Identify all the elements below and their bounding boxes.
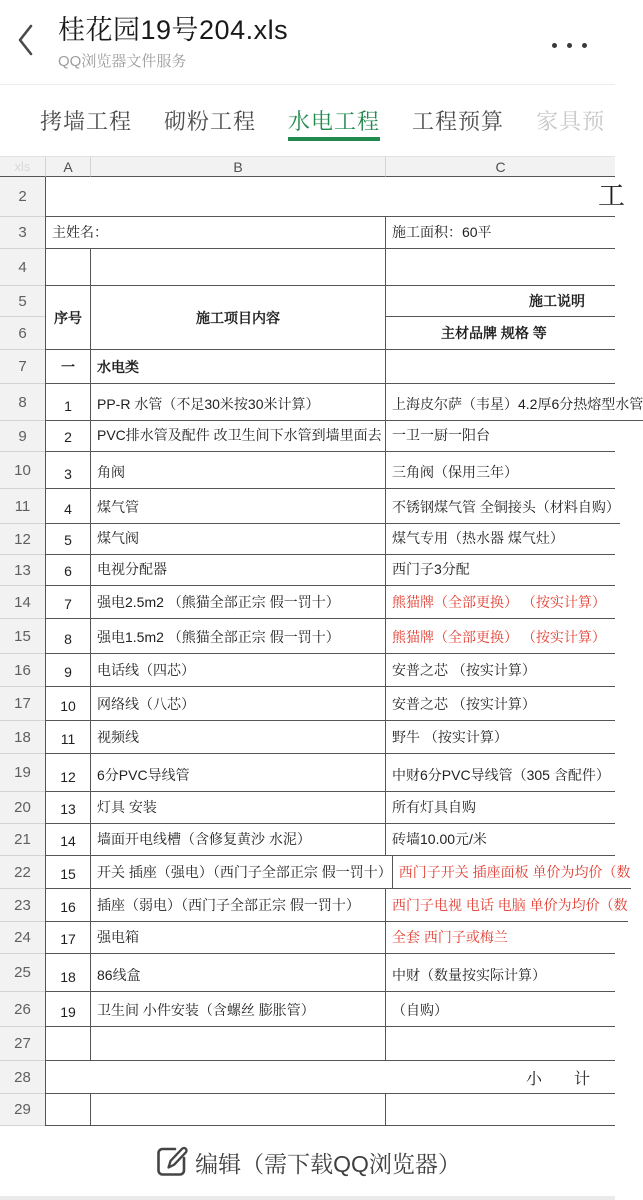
item-spec: 野牛 （按实计算） (385, 721, 615, 754)
item-spec: 煤气专用（热水器 煤气灶） (385, 524, 615, 555)
cell-b29 (90, 1094, 385, 1126)
item-no: 9 (45, 654, 90, 687)
service-subtitle: QQ浏览器文件服务 (58, 52, 187, 70)
item-spec: 熊猫牌（全部更换） （按实计算） (385, 586, 615, 619)
more-menu-button[interactable] (538, 29, 615, 56)
table-row (0, 524, 615, 555)
row-header-16: 16 (0, 654, 45, 687)
cell-brand-header: 主材品牌 规格 等 (385, 317, 615, 350)
item-no: 18 (45, 954, 90, 992)
item-spec: 西门子3分配 (385, 555, 615, 586)
row-header-22: 22 (0, 856, 45, 889)
tab-gongcheng-yusuan[interactable]: 工程预算 (412, 109, 505, 134)
item-no: 19 (45, 992, 90, 1027)
item-spec: 砖墙10.00元/米 (385, 824, 615, 856)
tab-qiangqiang-gongcheng[interactable]: 拷墙工程 (40, 109, 133, 134)
cell-section-index: 一 (45, 350, 90, 384)
row-header-5: 5 (0, 286, 45, 317)
item-content: 电视分配器 (90, 555, 385, 586)
table-row (0, 654, 615, 687)
table-row (0, 824, 615, 856)
table-row (0, 721, 615, 754)
item-no: 5 (45, 524, 90, 555)
table-row (0, 586, 615, 619)
document-title: 桂花园19号204.xls (58, 15, 289, 46)
item-content: 强电1.5m2 （熊猫全部正宗 假一罚十） (90, 619, 385, 654)
sheet-tab-bar (0, 85, 615, 156)
item-content: 开关 插座（强电）（西门子全部正宗 假一罚十） (90, 856, 392, 889)
corner-cell: xls (0, 157, 45, 177)
row-header-27: 27 (0, 1027, 45, 1061)
row-header-29: 29 (0, 1094, 45, 1126)
col-header-c: C (385, 157, 615, 177)
item-spec: 全套 西门子或梅兰 (385, 922, 615, 954)
item-no: 1 (45, 384, 90, 421)
item-spec: 安普之芯 （按实计算） (385, 687, 615, 721)
item-content: 卫生间 小件安装（含螺丝 膨胀管） (90, 992, 385, 1027)
item-no: 15 (45, 856, 90, 889)
table-row (0, 555, 615, 586)
cell-desc-header: 施工说明 (385, 286, 615, 317)
cell-c29 (385, 1094, 615, 1126)
item-spec: 所有灯具自购 (385, 792, 615, 824)
item-content: 6分PVC导线管 (90, 754, 385, 792)
clipped-title-text: 工 (598, 181, 625, 211)
table-row (0, 421, 615, 452)
row-header-24: 24 (0, 922, 45, 954)
item-no: 7 (45, 586, 90, 619)
table-row (0, 992, 615, 1027)
item-spec: 熊猫牌（全部更换） （按实计算） (385, 619, 615, 654)
item-content: 角阀 (90, 452, 385, 489)
item-content: 强电箱 (90, 922, 385, 954)
cell-seq-header: 序号 (45, 286, 90, 350)
sheet-row-7 (0, 350, 615, 384)
table-row (0, 754, 615, 792)
row-header-18: 18 (0, 721, 45, 754)
cell-c4 (385, 249, 615, 286)
row-header-17: 17 (0, 687, 45, 721)
item-no: 4 (45, 489, 90, 524)
sheet-row-4 (0, 249, 615, 286)
item-no: 11 (45, 721, 90, 754)
item-content: 煤气管 (90, 489, 385, 524)
row-header-21: 21 (0, 824, 45, 856)
cell-content-header: 施工项目内容 (90, 286, 385, 350)
item-spec: 安普之芯 （按实计算） (385, 654, 615, 687)
item-content: PVC排水管及配件 改卫生间下水管到墙里面去 (90, 421, 385, 452)
row-header-14: 14 (0, 586, 45, 619)
cell-b4 (90, 249, 385, 286)
cell-title-row (45, 177, 625, 217)
col-header-a: A (45, 157, 90, 177)
table-row (0, 384, 643, 421)
item-content: 灯具 安装 (90, 792, 385, 824)
row-header-28: 28 (0, 1061, 45, 1094)
item-no: 8 (45, 619, 90, 654)
row-header-20: 20 (0, 792, 45, 824)
row-header-2: 2 (0, 177, 45, 217)
item-no: 10 (45, 687, 90, 721)
sheet-row-29 (0, 1094, 615, 1126)
item-content: 墙面开电线槽（含修复黄沙 水泥） (90, 824, 385, 856)
item-spec: 三角阀（保用三年） (385, 452, 615, 489)
table-row (0, 489, 620, 524)
table-row (0, 954, 615, 992)
bottom-edge-divider (0, 1196, 615, 1200)
row-header-19: 19 (0, 754, 45, 792)
item-spec: 不锈钢煤气管 全铜接头（材料自购） (385, 489, 620, 524)
column-header-row (0, 156, 615, 177)
row-header-4: 4 (0, 249, 45, 286)
item-spec: 中财6分PVC导线管（305 含配件） (385, 754, 615, 792)
table-row (0, 922, 615, 954)
cell-a4 (45, 249, 90, 286)
title-block (52, 13, 538, 70)
item-no: 13 (45, 792, 90, 824)
row-header-3: 3 (0, 217, 45, 249)
sheet-row-27 (0, 1027, 615, 1061)
cells-c5-c6 (385, 286, 615, 350)
row-header-23: 23 (0, 889, 45, 922)
cell-subtotal: 小 计 (45, 1061, 615, 1094)
col-header-b: B (90, 157, 385, 177)
table-row (0, 889, 628, 922)
item-content: 煤气阀 (90, 524, 385, 555)
row-headers-5-6 (0, 286, 45, 350)
cell-a27 (45, 1027, 90, 1061)
row-header-11: 11 (0, 489, 45, 524)
row-header-25: 25 (0, 954, 45, 992)
cell-owner-name: 主姓名： (45, 217, 385, 249)
edit-button[interactable] (154, 1142, 461, 1183)
sheet-row-2 (0, 177, 625, 217)
footer-bar (0, 1126, 615, 1199)
cell-construction-area: 施工面积：60平 (385, 217, 615, 249)
cell-b27 (90, 1027, 385, 1061)
cell-a29 (45, 1094, 90, 1126)
sheet-row-28 (0, 1061, 615, 1094)
item-spec: 西门子开关 插座面板 单价为均价（数 (392, 856, 631, 889)
app-bar (0, 0, 615, 85)
item-spec: （自购） (385, 992, 615, 1027)
item-no: 3 (45, 452, 90, 489)
item-content: 视频线 (90, 721, 385, 754)
item-spec: 中财（数量按实际计算） (385, 954, 615, 992)
item-no: 17 (45, 922, 90, 954)
chevron-left-icon (16, 23, 36, 62)
item-no: 2 (45, 421, 90, 452)
table-row (0, 856, 631, 889)
row-header-9: 9 (0, 421, 45, 452)
item-spec: 一卫一厨一阳台 (385, 421, 615, 452)
table-row (0, 619, 615, 654)
row-header-6: 6 (0, 317, 45, 350)
table-row (0, 452, 615, 489)
spreadsheet-area[interactable] (0, 156, 643, 1126)
ellipsis-icon (552, 43, 557, 48)
cell-c27 (385, 1027, 615, 1061)
cell-section-name: 水电类 (90, 350, 385, 384)
edit-pencil-icon (154, 1142, 190, 1183)
item-no: 16 (45, 889, 90, 922)
row-header-7: 7 (0, 350, 45, 384)
item-no: 6 (45, 555, 90, 586)
edit-label: 编辑（需下载QQ浏览器） (195, 1151, 461, 1177)
item-spec: 西门子电视 电话 电脑 单价为均价（数 (385, 889, 628, 922)
row-header-15: 15 (0, 619, 45, 654)
item-content: 强电2.5m2 （熊猫全部正宗 假一罚十） (90, 586, 385, 619)
table-row (0, 687, 615, 721)
tab-qifen-gongcheng[interactable]: 砌粉工程 (164, 109, 257, 134)
row-header-10: 10 (0, 452, 45, 489)
item-content: 86线盒 (90, 954, 385, 992)
tab-jiaju-clipped[interactable]: 家具预 (536, 109, 606, 134)
item-spec: 上海皮尔萨（韦星）4.2厚6分热熔型水管 (385, 384, 643, 421)
item-content: PP-R 水管（不足30米按30米计算） (90, 384, 385, 421)
row-header-12: 12 (0, 524, 45, 555)
row-header-13: 13 (0, 555, 45, 586)
row-header-26: 26 (0, 992, 45, 1027)
item-no: 12 (45, 754, 90, 792)
item-content: 插座（弱电）（西门子全部正宗 假一罚十） (90, 889, 385, 922)
item-no: 14 (45, 824, 90, 856)
row-header-8: 8 (0, 384, 45, 421)
item-content: 网络线（八芯） (90, 687, 385, 721)
cell-c7 (385, 350, 615, 384)
table-row (0, 792, 615, 824)
tab-shuidian-gongcheng[interactable]: 水电工程 (288, 85, 380, 156)
back-button[interactable] (0, 12, 52, 72)
sheet-rows-5-6 (0, 286, 615, 350)
item-content: 电话线（四芯） (90, 654, 385, 687)
sheet-row-3 (0, 217, 615, 249)
